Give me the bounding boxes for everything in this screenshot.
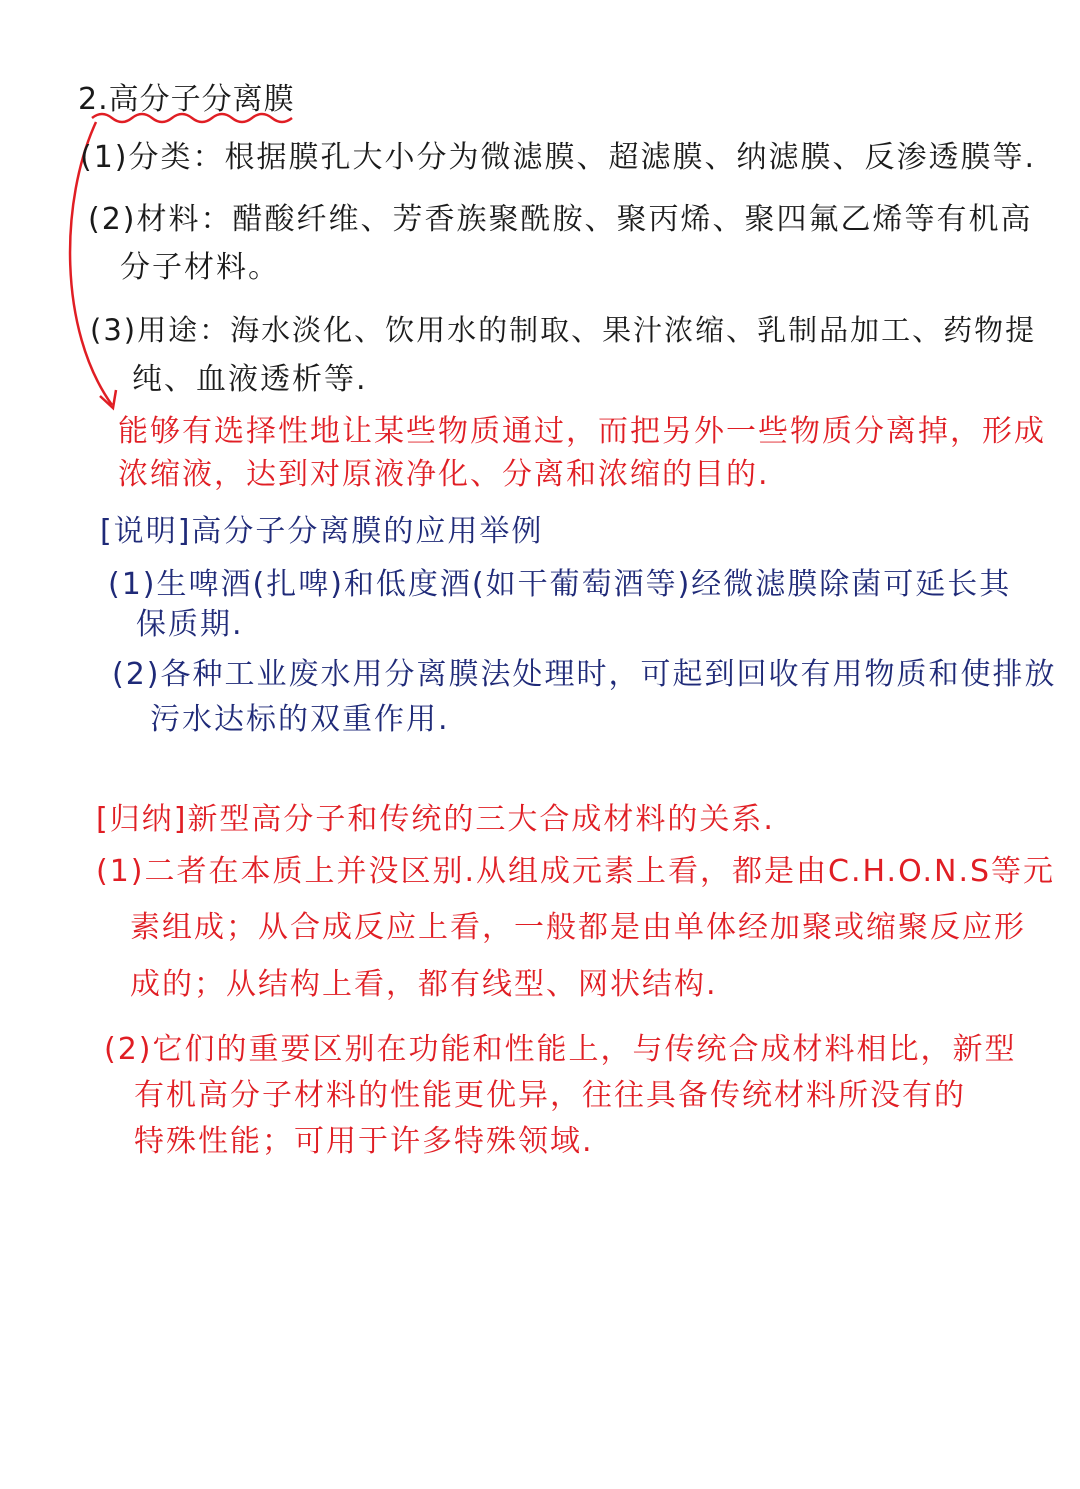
note-item-2-line-1: (2)各种工业废水用分离膜法处理时，可起到回收有用物质和使排放	[112, 657, 1057, 692]
definition-line-2: 浓缩液，达到对原液净化、分离和浓缩的目的.	[118, 457, 770, 492]
usage-line-2: 纯、血液透析等.	[132, 362, 368, 397]
classification-line: (1)分类：根据膜孔大小分为微滤膜、超滤膜、纳滤膜、反渗透膜等.	[80, 140, 1037, 175]
summary-item-2-line-2: 有机高分子材料的性能更优异，往往具备传统材料所没有的	[134, 1078, 966, 1113]
summary-item-2-line-3: 特殊性能；可用于许多特殊领域.	[134, 1124, 594, 1159]
summary-heading: [归纳]新型高分子和传统的三大合成材料的关系.	[96, 802, 775, 837]
note-item-1-line-1: (1)生啤酒(扎啤)和低度酒(如干葡萄酒等)经微滤膜除菌可延长其	[108, 567, 1012, 602]
note-item-1-line-2: 保质期.	[136, 607, 244, 642]
summary-item-1-line-1: (1)二者在本质上并没区别.从组成元素上看，都是由C.H.O.N.S等元	[96, 854, 1056, 889]
arrow-head	[100, 390, 116, 408]
material-line-1: (2)材料：醋酸纤维、芳香族聚酰胺、聚丙烯、聚四氟乙烯等有机高	[88, 202, 1033, 237]
definition-line-1: 能够有选择性地让某些物质通过，而把另外一些物质分离掉，形成	[118, 414, 1046, 449]
material-line-2: 分子材料。	[120, 250, 280, 285]
summary-item-1-line-2: 素组成；从合成反应上看，一般都是由单体经加聚或缩聚反应形	[130, 910, 1026, 945]
note-heading: [说明]高分子分离膜的应用举例	[100, 514, 544, 549]
section-title: 2.高分子分离膜	[78, 82, 295, 117]
usage-line-1: (3)用途：海水淡化、饮用水的制取、果汁浓缩、乳制品加工、药物提	[90, 313, 1037, 347]
summary-item-2-line-1: (2)它们的重要区别在功能和性能上，与传统合成材料相比，新型	[104, 1032, 1017, 1067]
summary-item-1-line-3: 成的；从结构上看，都有线型、网状结构.	[130, 967, 718, 1002]
note-item-2-line-2: 污水达标的双重作用.	[150, 702, 450, 737]
